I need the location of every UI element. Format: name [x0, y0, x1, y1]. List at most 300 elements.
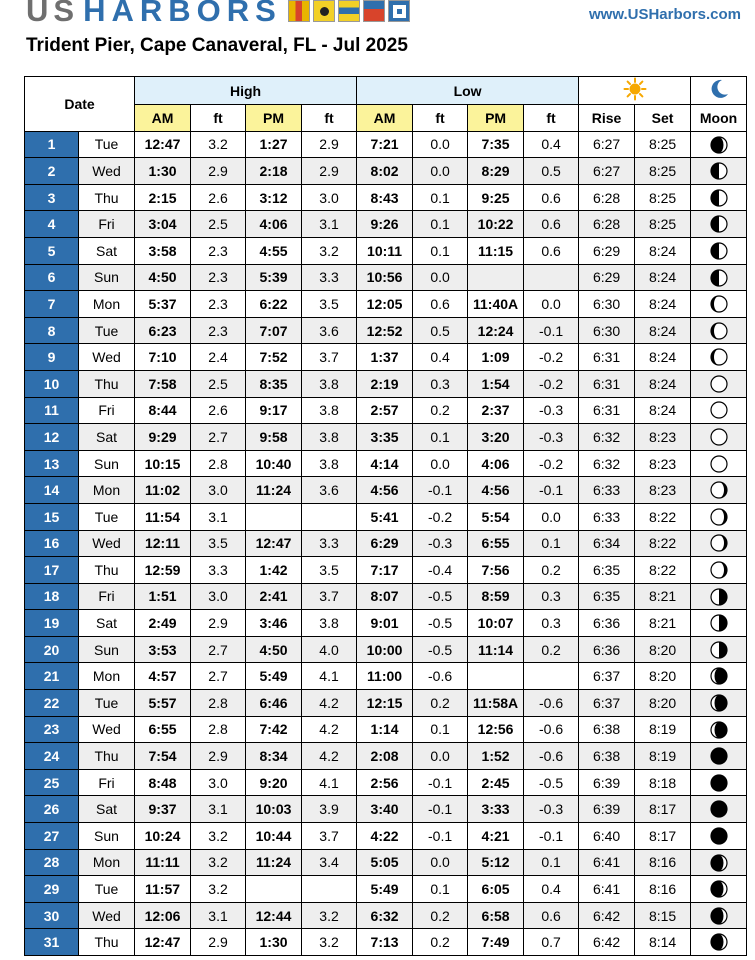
low-am-height: 0.2 — [413, 690, 468, 717]
sunset-time: 8:25 — [635, 158, 691, 185]
sunset-time: 8:24 — [635, 291, 691, 318]
low-pm-time: 3:20 — [468, 424, 524, 451]
low-am-time: 6:29 — [357, 530, 413, 557]
sunset-time: 8:24 — [635, 237, 691, 264]
low-pm-time: 7:35 — [468, 131, 524, 158]
sunset-header: Set — [635, 105, 691, 132]
moon-phase-cell — [691, 610, 747, 637]
moon-phase-cell — [691, 237, 747, 264]
low-am-height: 0.1 — [413, 716, 468, 743]
moon-phase-cell — [691, 477, 747, 504]
high-pm-time: 4:55 — [246, 237, 302, 264]
high-am-height: 3.0 — [191, 477, 246, 504]
low-am-height: 0.0 — [413, 264, 468, 291]
waxing-crescent-moon-icon — [710, 880, 728, 898]
moon-phase-cell — [691, 849, 747, 876]
moon-phase-cell — [691, 876, 747, 903]
waxing-crescent-moon-icon — [710, 854, 728, 872]
high-am-height: 3.2 — [191, 876, 246, 903]
high-am-time: 10:24 — [135, 823, 191, 850]
high-pm-height: 4.1 — [302, 769, 357, 796]
high-pm-height: 4.2 — [302, 716, 357, 743]
moon-phase-cell — [691, 716, 747, 743]
high-am-time: 5:37 — [135, 291, 191, 318]
new-moon-icon — [710, 827, 728, 845]
sunset-time: 8:24 — [635, 370, 691, 397]
waning-gibbous-moon-icon — [710, 534, 728, 552]
high-pm-time: 4:06 — [246, 211, 302, 238]
low-pm-time: 4:06 — [468, 450, 524, 477]
high-pm-height: 3.0 — [302, 184, 357, 211]
low-am-height: -0.5 — [413, 583, 468, 610]
weekday: Sun — [79, 823, 135, 850]
day-number: 30 — [25, 902, 79, 929]
low-pm-time: 1:52 — [468, 743, 524, 770]
weekday: Wed — [79, 530, 135, 557]
low-am-height: -0.6 — [413, 663, 468, 690]
high-pm-height: 3.8 — [302, 397, 357, 424]
low-am-height: 0.0 — [413, 450, 468, 477]
weekday: Tue — [79, 690, 135, 717]
low-am-time: 4:56 — [357, 477, 413, 504]
sunrise-time: 6:31 — [579, 344, 635, 371]
table-row — [25, 317, 747, 344]
high-pm-height: 4.2 — [302, 690, 357, 717]
high-am-time: 6:23 — [135, 317, 191, 344]
high-am-height: 3.2 — [191, 131, 246, 158]
high-am-time: 7:54 — [135, 743, 191, 770]
sunset-time: 8:19 — [635, 716, 691, 743]
weekday: Thu — [79, 929, 135, 956]
high-am-time: 11:54 — [135, 503, 191, 530]
moon-phase-cell — [691, 583, 747, 610]
low-am-time: 10:00 — [357, 636, 413, 663]
high-am-time: 8:44 — [135, 397, 191, 424]
low-pm-height: 0.3 — [524, 610, 579, 637]
high-pm-height: 3.5 — [302, 557, 357, 584]
sunset-time: 8:22 — [635, 530, 691, 557]
weekday: Mon — [79, 477, 135, 504]
moon-phase-cell — [691, 902, 747, 929]
high-am-time: 12:47 — [135, 929, 191, 956]
sunset-time: 8:17 — [635, 823, 691, 850]
high-am-ft-header: ft — [191, 105, 246, 132]
low-am-height: 0.2 — [413, 902, 468, 929]
weekday: Thu — [79, 370, 135, 397]
low-am-time: 4:22 — [357, 823, 413, 850]
full-moon-icon — [710, 375, 728, 393]
sunrise-time: 6:36 — [579, 610, 635, 637]
sunrise-time: 6:32 — [579, 450, 635, 477]
weekday: Wed — [79, 716, 135, 743]
low-am-ft-header: ft — [413, 105, 468, 132]
waxing-gibbous-moon-icon — [710, 348, 728, 366]
high-am-time: 12:11 — [135, 530, 191, 557]
day-number: 23 — [25, 716, 79, 743]
table-row — [25, 769, 747, 796]
low-pm-time: 5:12 — [468, 849, 524, 876]
high-am-time: 2:49 — [135, 610, 191, 637]
weekday: Wed — [79, 158, 135, 185]
high-pm-height: 3.8 — [302, 450, 357, 477]
waxing-crescent-moon-icon — [710, 136, 728, 154]
high-pm-time: 7:42 — [246, 716, 302, 743]
high-am-time: 5:57 — [135, 690, 191, 717]
low-am-height: -0.5 — [413, 610, 468, 637]
table-row — [25, 158, 747, 185]
high-pm-height: 4.2 — [302, 743, 357, 770]
sunset-time: 8:24 — [635, 344, 691, 371]
table-row — [25, 344, 747, 371]
high-am-height: 2.7 — [191, 424, 246, 451]
sunrise-time: 6:34 — [579, 530, 635, 557]
low-pm-time: 5:54 — [468, 503, 524, 530]
day-number: 25 — [25, 769, 79, 796]
high-pm-time: 9:20 — [246, 769, 302, 796]
last-quarter-moon-icon — [710, 614, 728, 632]
low-am-height: 0.0 — [413, 131, 468, 158]
sunrise-time: 6:37 — [579, 690, 635, 717]
table-row — [25, 796, 747, 823]
high-pm-time: 5:49 — [246, 663, 302, 690]
table-row — [25, 636, 747, 663]
high-pm-height: 3.8 — [302, 610, 357, 637]
low-am-time: 3:35 — [357, 424, 413, 451]
day-number: 7 — [25, 291, 79, 318]
high-am-time: 12:47 — [135, 131, 191, 158]
high-pm-time: 10:44 — [246, 823, 302, 850]
high-am-time: 1:30 — [135, 158, 191, 185]
high-am-time: 10:15 — [135, 450, 191, 477]
high-am-height: 2.8 — [191, 690, 246, 717]
high-pm-height — [302, 503, 357, 530]
high-pm-height: 3.2 — [302, 237, 357, 264]
moon-phase-cell — [691, 503, 747, 530]
high-pm-header: PM — [246, 105, 302, 132]
moon-phase-cell — [691, 211, 747, 238]
high-am-height: 2.9 — [191, 743, 246, 770]
table-row — [25, 503, 747, 530]
sunrise-time: 6:31 — [579, 370, 635, 397]
low-pm-height: -0.1 — [524, 317, 579, 344]
high-pm-time: 1:42 — [246, 557, 302, 584]
flag-icon — [363, 0, 385, 22]
low-pm-time: 8:29 — [468, 158, 524, 185]
weekday: Sat — [79, 796, 135, 823]
low-pm-height: 0.4 — [524, 876, 579, 903]
high-pm-height: 3.7 — [302, 823, 357, 850]
high-am-time: 8:48 — [135, 769, 191, 796]
sunrise-time: 6:33 — [579, 503, 635, 530]
high-am-height: 2.8 — [191, 716, 246, 743]
low-pm-time: 7:56 — [468, 557, 524, 584]
high-pm-height: 4.0 — [302, 636, 357, 663]
low-pm-height: -0.5 — [524, 769, 579, 796]
moon-phase-cell — [691, 929, 747, 956]
low-am-height: 0.1 — [413, 237, 468, 264]
sunrise-time: 6:38 — [579, 743, 635, 770]
new-moon-icon — [710, 774, 728, 792]
weekday: Wed — [79, 902, 135, 929]
high-pm-time: 5:39 — [246, 264, 302, 291]
low-pm-height: 0.4 — [524, 131, 579, 158]
day-number: 31 — [25, 929, 79, 956]
day-number: 12 — [25, 424, 79, 451]
high-pm-time: 7:52 — [246, 344, 302, 371]
flag-icon — [388, 0, 410, 22]
low-pm-height: -0.1 — [524, 823, 579, 850]
low-pm-time: 11:40A — [468, 291, 524, 318]
low-pm-height: -0.6 — [524, 716, 579, 743]
waning-gibbous-moon-icon — [710, 508, 728, 526]
moon-phase-cell — [691, 450, 747, 477]
high-am-height: 2.3 — [191, 237, 246, 264]
high-pm-time: 2:41 — [246, 583, 302, 610]
low-pm-height: -0.2 — [524, 370, 579, 397]
sunset-time: 8:23 — [635, 424, 691, 451]
weekday: Sun — [79, 264, 135, 291]
high-pm-time: 10:40 — [246, 450, 302, 477]
day-number: 14 — [25, 477, 79, 504]
low-am-time: 5:49 — [357, 876, 413, 903]
first-quarter-moon-icon — [710, 162, 728, 180]
table-row — [25, 583, 747, 610]
low-pm-time: 9:25 — [468, 184, 524, 211]
low-am-height: -0.3 — [413, 530, 468, 557]
high-pm-height: 3.1 — [302, 211, 357, 238]
low-am-height: -0.4 — [413, 557, 468, 584]
moon-header: Moon — [691, 105, 747, 132]
table-row — [25, 291, 747, 318]
high-am-header: AM — [135, 105, 191, 132]
high-pm-time: 1:27 — [246, 131, 302, 158]
day-number: 3 — [25, 184, 79, 211]
table-row — [25, 743, 747, 770]
sunrise-time: 6:33 — [579, 477, 635, 504]
sunset-time: 8:21 — [635, 610, 691, 637]
low-pm-height: -0.2 — [524, 450, 579, 477]
weekday: Fri — [79, 397, 135, 424]
low-am-height: 0.1 — [413, 424, 468, 451]
moon-phase-cell — [691, 424, 747, 451]
high-pm-height — [302, 876, 357, 903]
full-moon-icon — [710, 401, 728, 419]
full-moon-icon — [710, 428, 728, 446]
high-pm-time: 11:24 — [246, 477, 302, 504]
table-row — [25, 450, 747, 477]
sunrise-time: 6:35 — [579, 583, 635, 610]
waxing-crescent-moon-icon — [710, 933, 728, 951]
sunrise-time: 6:29 — [579, 264, 635, 291]
high-am-height: 2.3 — [191, 317, 246, 344]
website-link[interactable]: www.USHarbors.com — [589, 6, 741, 23]
sunset-time: 8:19 — [635, 743, 691, 770]
sunset-time: 8:18 — [635, 769, 691, 796]
low-am-time: 1:37 — [357, 344, 413, 371]
day-number: 26 — [25, 796, 79, 823]
moon-phase-cell — [691, 796, 747, 823]
waning-crescent-moon-icon — [710, 667, 728, 685]
sunrise-time: 6:30 — [579, 291, 635, 318]
low-am-time: 12:15 — [357, 690, 413, 717]
moon-phase-cell — [691, 743, 747, 770]
high-am-time: 11:11 — [135, 849, 191, 876]
high-am-height: 2.6 — [191, 184, 246, 211]
weekday: Thu — [79, 743, 135, 770]
high-am-height: 2.5 — [191, 211, 246, 238]
sunrise-time: 6:38 — [579, 716, 635, 743]
moon-phase-cell — [691, 158, 747, 185]
high-am-height: 3.0 — [191, 583, 246, 610]
table-row — [25, 929, 747, 956]
sunset-time: 8:16 — [635, 849, 691, 876]
day-number: 22 — [25, 690, 79, 717]
low-pm-height: 0.5 — [524, 158, 579, 185]
high-am-time: 3:53 — [135, 636, 191, 663]
waxing-crescent-moon-icon — [710, 907, 728, 925]
low-am-height: -0.5 — [413, 636, 468, 663]
sunrise-time: 6:27 — [579, 131, 635, 158]
table-row — [25, 663, 747, 690]
high-am-height: 3.1 — [191, 902, 246, 929]
waxing-gibbous-moon-icon — [710, 295, 728, 313]
low-am-time: 7:17 — [357, 557, 413, 584]
weekday: Mon — [79, 291, 135, 318]
low-am-time: 5:05 — [357, 849, 413, 876]
table-row — [25, 876, 747, 903]
waning-gibbous-moon-icon — [710, 561, 728, 579]
low-am-time: 2:56 — [357, 769, 413, 796]
day-number: 6 — [25, 264, 79, 291]
high-pm-height: 3.2 — [302, 929, 357, 956]
sunrise-time: 6:27 — [579, 158, 635, 185]
low-pm-time: 10:07 — [468, 610, 524, 637]
first-quarter-moon-icon — [710, 242, 728, 260]
day-number: 17 — [25, 557, 79, 584]
sunset-time: 8:23 — [635, 477, 691, 504]
low-am-height: 0.1 — [413, 184, 468, 211]
low-am-time: 8:02 — [357, 158, 413, 185]
last-quarter-moon-icon — [710, 641, 728, 659]
table-row — [25, 690, 747, 717]
weekday: Tue — [79, 876, 135, 903]
day-number: 19 — [25, 610, 79, 637]
low-am-height: 0.4 — [413, 344, 468, 371]
high-am-height: 3.2 — [191, 849, 246, 876]
low-pm-height: 0.1 — [524, 530, 579, 557]
high-pm-time — [246, 876, 302, 903]
moon-phase-cell — [691, 557, 747, 584]
high-am-height: 2.3 — [191, 264, 246, 291]
sunrise-time: 6:28 — [579, 211, 635, 238]
high-am-time: 12:06 — [135, 902, 191, 929]
high-pm-time: 8:34 — [246, 743, 302, 770]
high-pm-ft-header: ft — [302, 105, 357, 132]
high-am-height: 2.6 — [191, 397, 246, 424]
low-am-time: 8:07 — [357, 583, 413, 610]
sunset-time: 8:24 — [635, 317, 691, 344]
table-row — [25, 424, 747, 451]
moon-phase-cell — [691, 317, 747, 344]
day-number: 11 — [25, 397, 79, 424]
day-number: 24 — [25, 743, 79, 770]
high-am-time: 6:55 — [135, 716, 191, 743]
low-pm-time: 12:56 — [468, 716, 524, 743]
day-number: 1 — [25, 131, 79, 158]
low-am-height: 0.0 — [413, 849, 468, 876]
low-am-time: 2:08 — [357, 743, 413, 770]
high-am-time: 9:29 — [135, 424, 191, 451]
high-pm-time: 6:46 — [246, 690, 302, 717]
low-pm-height: 0.6 — [524, 184, 579, 211]
high-pm-height: 3.4 — [302, 849, 357, 876]
table-row — [25, 397, 747, 424]
high-am-time: 4:57 — [135, 663, 191, 690]
low-am-time: 9:01 — [357, 610, 413, 637]
day-number: 15 — [25, 503, 79, 530]
low-am-height: -0.1 — [413, 769, 468, 796]
usharbors-logo[interactable] — [26, 0, 410, 28]
low-am-height: 0.2 — [413, 929, 468, 956]
moon-phase-cell — [691, 264, 747, 291]
high-am-time: 7:58 — [135, 370, 191, 397]
low-pm-height — [524, 663, 579, 690]
table-row — [25, 237, 747, 264]
moon-phase-cell — [691, 291, 747, 318]
high-pm-height: 2.9 — [302, 158, 357, 185]
moon-phase-cell — [691, 690, 747, 717]
high-am-time: 1:51 — [135, 583, 191, 610]
low-pm-time: 6:58 — [468, 902, 524, 929]
low-am-time: 11:00 — [357, 663, 413, 690]
high-am-height: 2.7 — [191, 663, 246, 690]
sunrise-time: 6:30 — [579, 317, 635, 344]
weekday: Thu — [79, 184, 135, 211]
moon-phase-cell — [691, 663, 747, 690]
low-pm-height: -0.3 — [524, 796, 579, 823]
sunset-time: 8:25 — [635, 211, 691, 238]
low-am-time: 12:05 — [357, 291, 413, 318]
low-pm-height: 0.6 — [524, 237, 579, 264]
weekday: Sat — [79, 237, 135, 264]
waxing-gibbous-moon-icon — [710, 322, 728, 340]
moon-phase-cell — [691, 370, 747, 397]
table-row — [25, 264, 747, 291]
low-am-height: 0.0 — [413, 158, 468, 185]
sun-icon — [623, 77, 647, 101]
low-pm-header: PM — [468, 105, 524, 132]
high-am-time: 11:57 — [135, 876, 191, 903]
low-pm-height: 0.2 — [524, 557, 579, 584]
waning-gibbous-moon-icon — [710, 481, 728, 499]
day-number: 20 — [25, 636, 79, 663]
high-pm-time: 8:35 — [246, 370, 302, 397]
low-pm-height: 0.6 — [524, 902, 579, 929]
high-am-height: 2.8 — [191, 450, 246, 477]
high-pm-time: 3:46 — [246, 610, 302, 637]
low-am-time: 2:57 — [357, 397, 413, 424]
high-pm-time: 12:44 — [246, 902, 302, 929]
moon-phase-cell — [691, 131, 747, 158]
day-number: 16 — [25, 530, 79, 557]
low-am-height: -0.1 — [413, 477, 468, 504]
high-pm-time: 1:30 — [246, 929, 302, 956]
low-am-time: 10:11 — [357, 237, 413, 264]
high-am-time: 9:37 — [135, 796, 191, 823]
high-pm-height: 4.1 — [302, 663, 357, 690]
high-am-time: 3:58 — [135, 237, 191, 264]
low-am-time: 6:32 — [357, 902, 413, 929]
